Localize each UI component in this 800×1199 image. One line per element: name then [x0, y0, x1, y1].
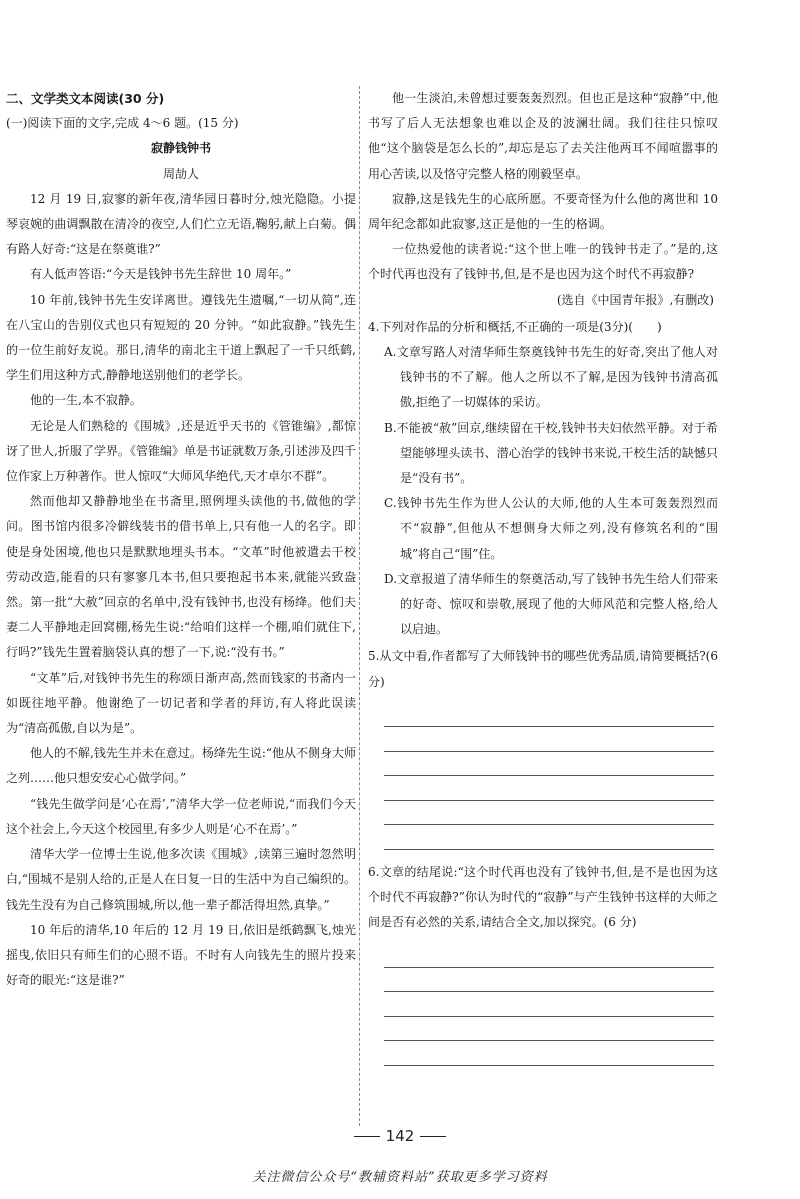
answer-line	[384, 992, 714, 1017]
article-paragraph: 他一生淡泊,未曾想过要轰轰烈烈。但也正是这种“寂静”中,他书写了后人无法想象也难以企及的波澜壮阔。我们往往只惊叹他“这个脑袋是怎么长的”,却忘是忘了去关注他两耳不闻喧嚣事的用心苦读,以及恪守完整人格的刚毅坚卓。	[368, 91, 718, 181]
article-paragraph: 有人低声答语:“今天是钱钟书先生辞世 10 周年。”	[30, 267, 292, 282]
article-paragraph: “文革”后,对钱钟书先生的称颂日渐声高,然而钱家的书斋内一如既往地平静。他谢绝了一切记者和学者的拜访,有人将此误读为“清高孤傲,自以为是”。	[6, 670, 356, 736]
article-paragraph: 他的一生,本不寂静。	[30, 393, 142, 408]
answer-line	[384, 1041, 714, 1066]
section-title: 二、文学类文本阅读(30 分)	[6, 91, 165, 106]
option-a: A.文章写路人对清华师生祭奠钱钟书先生的好奇,突出了他人对钱钟书的不了解。他人之所以不了解,是因为钱钟书清高孤傲,拒绝了一切媒体的采访。	[384, 345, 718, 410]
option-d: D.文章报道了清华师生的祭奠活动,写了钱钟书先生给人们带来的好奇、惊叹和崇敬,展现了他的大师风范和完整人格,给人以启迪。	[384, 571, 718, 637]
article-paragraph: 无论是人们熟稔的《围城》,还是近乎天书的《管锥编》,都惊讶了世人,折服了学界。《管锥编》单是书证就数万条,引述涉及四千位作家上万种著作。世人惊叹“大师风华绝代,天才卓尔不群”。	[6, 418, 356, 484]
question-stem: 5.从文中看,作者都写了大师钱钟书的哪些优秀品质,请简要概括?(6 分)	[368, 649, 718, 689]
page-number-text: 142	[385, 1127, 415, 1145]
question-stem: 6.文章的结尾说:“这个时代再也没有了钱钟书,但,是不是也因为这个时代不再寂静?”你认为时代的“寂静”与产生钱钟书这样的大师之间是否有必然的关系,请结合全文,加以探究。(6 分)	[368, 864, 718, 930]
article-paragraph: 寂静,这是钱先生的心底所愿。不要奇怪为什么他的离世和 10 周年纪念都如此寂寥,这正是他的一生的格调。	[368, 191, 718, 232]
article-paragraph: 然而他却又静静地坐在书斋里,照例埋头读他的书,做他的学问。图书馆内很多冷僻线装书的借书单上,只有他一人的名字。即使是身处困境,他也只是默默地埋头书本。“文革”时他被遣去干校劳动改造,能看的只有寥寥几本书,但只要抱起书本来,就能兴致盎然。第一批“大赦”回京的名单中,没有钱钟书,也没有杨绛。他们夫妻二人平静地走回窝棚,杨先生说:“给咱们这样一个棚,咱们就住下,行吗?”钱先生置着脑袋认真的想了一下,说:“没有书。”	[6, 494, 356, 660]
question-4	[368, 315, 718, 643]
answer-area[interactable]	[384, 943, 714, 1066]
article-paragraph: “钱先生做学问是‘心在焉’,”清华大学一位老师说,“而我们今天这个社会上,今天这个校园里,有多少人则是‘心不在焉’。”	[6, 796, 356, 836]
dash-decoration	[354, 1136, 380, 1137]
article-paragraph: 一位热爱他的读者说:“这个世上唯一的钱钟书走了。”是的,这个时代再也没有了钱钟书,但,是不是也因为这个时代不再寂静?	[368, 242, 718, 282]
answer-area[interactable]	[384, 703, 714, 850]
answer-line	[384, 703, 714, 728]
question-6	[368, 860, 718, 1066]
page-number	[0, 1127, 800, 1145]
article-source: (选自《中国青年报》,有删改)	[556, 292, 714, 307]
right-column	[368, 86, 718, 1076]
article-paragraph: 清华大学一位博士生说,他多次读《围城》,读第三遍时忽然明白,“围城不是别人给的,正是人在日复一日的生活中为自己编织的。钱先生没有为自己修筑围城,所以,他一辈子都活得坦然,真挚。”	[6, 847, 356, 912]
dash-decoration	[420, 1136, 446, 1137]
article-paragraph: 12 月 19 日,寂寥的新年夜,清华园日暮时分,烛光隐隐。小提琴哀婉的曲调飘散在清冷的夜空,人们伫立无语,鞠躬,献上白菊。偶有路人好奇:“这是在祭奠谁?”	[6, 191, 356, 257]
left-column	[6, 86, 356, 993]
answer-line	[384, 727, 714, 752]
column-divider	[359, 86, 360, 1126]
article-paragraph: 10 年后的清华,10 年后的 12 月 19 日,依旧是纸鹤飘飞,烛光摇曳,依旧只有师生们的心照不语。不时有人向钱先生的照片投来好奇的眼光:“这是谁?”	[6, 922, 356, 988]
article-author: 周劼人	[162, 166, 199, 181]
question-5	[368, 644, 718, 849]
article-title: 寂静钱钟书	[150, 141, 211, 156]
option-c: C.钱钟书先生作为世人公认的大师,他的人生本可轰轰烈烈而不“寂静”,但他从不想侧身大师之列,没有修筑名利的“围城”将自己“围”住。	[384, 496, 718, 561]
article-paragraph: 10 年前,钱钟书先生安详离世。遵钱先生遗嘱,“一切从简”,连在八宝山的告别仪式也只有短短的 20 分钟。“如此寂静。”钱先生的一位生前好友说。那日,清华的南北主干道上飘起了一千只纸鹤,学生们用这种方式,静静地送别他们的老学长。	[6, 292, 356, 383]
answer-line	[384, 1017, 714, 1042]
answer-line	[384, 752, 714, 777]
article-paragraph: 他人的不解,钱先生并未在意过。杨绛先生说:“他从不侧身大师之列……他只想安安心心做学问。”	[6, 746, 356, 786]
footer-note: 关注微信公众号“教辅资料站”获取更多学习资料	[252, 1170, 548, 1185]
answer-line	[384, 801, 714, 826]
answer-line	[384, 825, 714, 850]
question-stem: 4.下列对作品的分析和概括,不正确的一项是(3分)( )	[368, 319, 662, 334]
section-instruction: (一)阅读下面的文字,完成 4～6 题。(15 分)	[6, 116, 239, 131]
answer-line	[384, 943, 714, 968]
option-b: B.不能被“赦”回京,继续留在干校,钱钟书夫妇依然平静。对于希望能够埋头读书、潜心治学的钱钟书来说,干校生活的缺憾只是“没有书”。	[384, 420, 718, 486]
answer-line	[384, 776, 714, 801]
answer-line	[384, 968, 714, 993]
